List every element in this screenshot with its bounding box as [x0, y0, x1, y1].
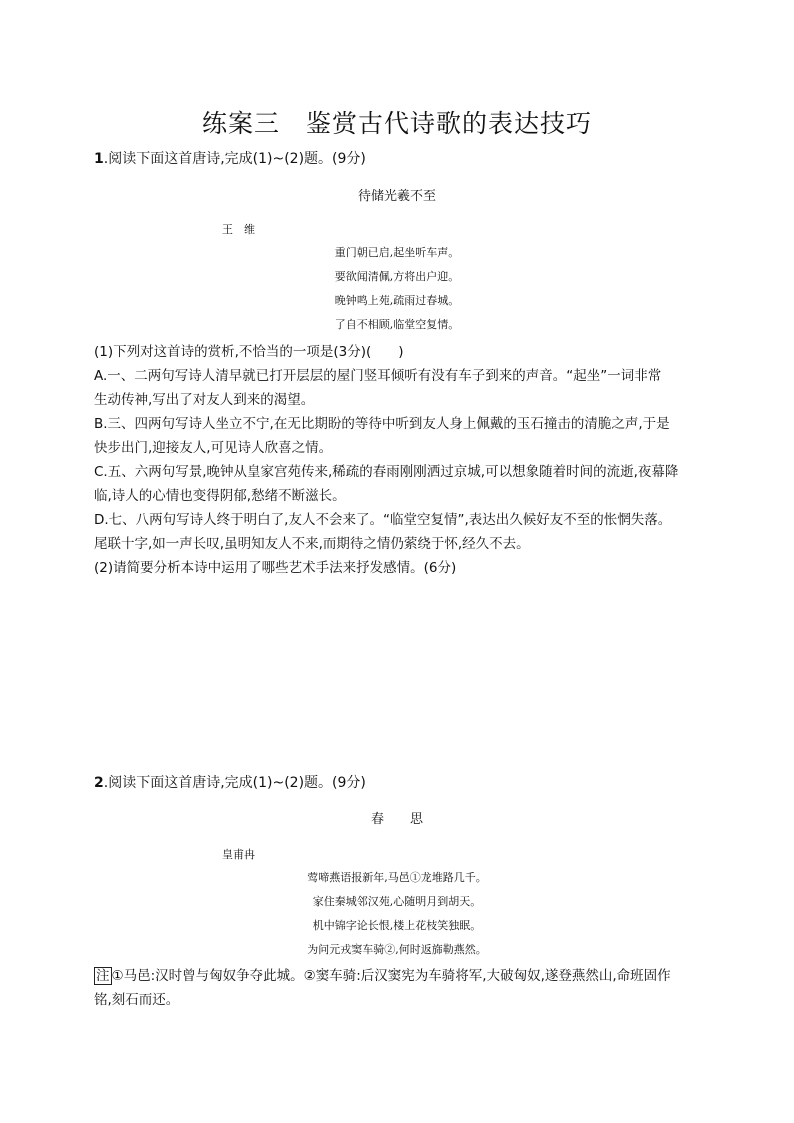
- poem-line: 机中锦字论长恨,楼上花枝笑独眠。: [312, 919, 482, 932]
- sub-question-1: (1)下列对这首诗的赏析,不恰当的一项是(3分)( ): [94, 344, 404, 360]
- option-d-cont: 尾联十字,如一声长叹,虽明知友人不来,而期待之情仍萦绕于怀,经久不去。: [94, 536, 530, 552]
- poem-author: 王 维: [222, 223, 255, 236]
- note-line: 注 ①马邑:汉时曾与匈奴争夺此城。②窦车骑:后汉窦宪为车骑将军,大破匈奴,遂登燕然山,命班固作: [96, 968, 671, 984]
- poem-line: 莺啼燕语报新年,马邑①龙堆路几千。: [307, 871, 487, 884]
- option-d: D.七、八两句写诗人终于明白了,友人不会来了。“临堂空复情”,表达出久候好友不至的怅惘失落。: [94, 512, 672, 528]
- page-title: 练案三 鉴赏古代诗歌的表达技巧: [201, 109, 592, 138]
- question-number: 2: [94, 775, 104, 791]
- poem-line: 要欲闻清佩,方将出户迎。: [334, 270, 460, 283]
- option-a-cont: 生动传神,写出了对友人到来的渴望。: [94, 392, 315, 408]
- poem-title: 待储光羲不至: [357, 189, 436, 204]
- poem-line: 了自不相顾,临堂空复情。: [334, 318, 460, 331]
- note-line: 铭,刻石而还。: [94, 992, 180, 1008]
- option-c: C.五、六两句写景,晚钟从皇家宫苑传来,稀疏的春雨刚刚洒过京城,可以想象随着时间的流逝,夜幕降: [94, 464, 679, 480]
- option-b: B.三、四两句写诗人坐立不宁,在无比期盼的等待中听到友人身上佩戴的玉石撞击的清脆之声,于是: [94, 416, 670, 432]
- option-a: A.一、二两句写诗人清早就已打开层层的屋门竖耳倾听有没有车子到来的声音。“起坐”一词非常: [94, 368, 662, 384]
- note-label: 注: [96, 968, 110, 984]
- poem-title: 春 思: [370, 812, 423, 827]
- question-1-intro: 1.阅读下面这首唐诗,完成(1)~(2)题。(9分): [94, 151, 366, 167]
- poem-author: 皇甫冉: [222, 848, 255, 861]
- poem-line: 为问元戎窦车骑②,何时返旆勒燕然。: [307, 943, 487, 956]
- question-number: 1: [94, 151, 104, 167]
- sub-question-2: (2)请简要分析本诗中运用了哪些艺术手法来抒发感情。(6分): [94, 560, 457, 576]
- question-2-intro: 2.阅读下面这首唐诗,完成(1)~(2)题。(9分): [94, 775, 366, 791]
- option-c-cont: 临,诗人的心情也变得阴郁,愁绪不断滋长。: [94, 488, 346, 504]
- poem-line: 重门朝已启,起坐听车声。: [334, 246, 460, 259]
- poem-line: 晚钟鸣上苑,疏雨过春城。: [334, 294, 460, 307]
- option-b-cont: 快步出门,迎接友人,可见诗人欣喜之情。: [94, 440, 333, 456]
- poem-line: 家住秦城邻汉苑,心随明月到胡天。: [312, 895, 482, 908]
